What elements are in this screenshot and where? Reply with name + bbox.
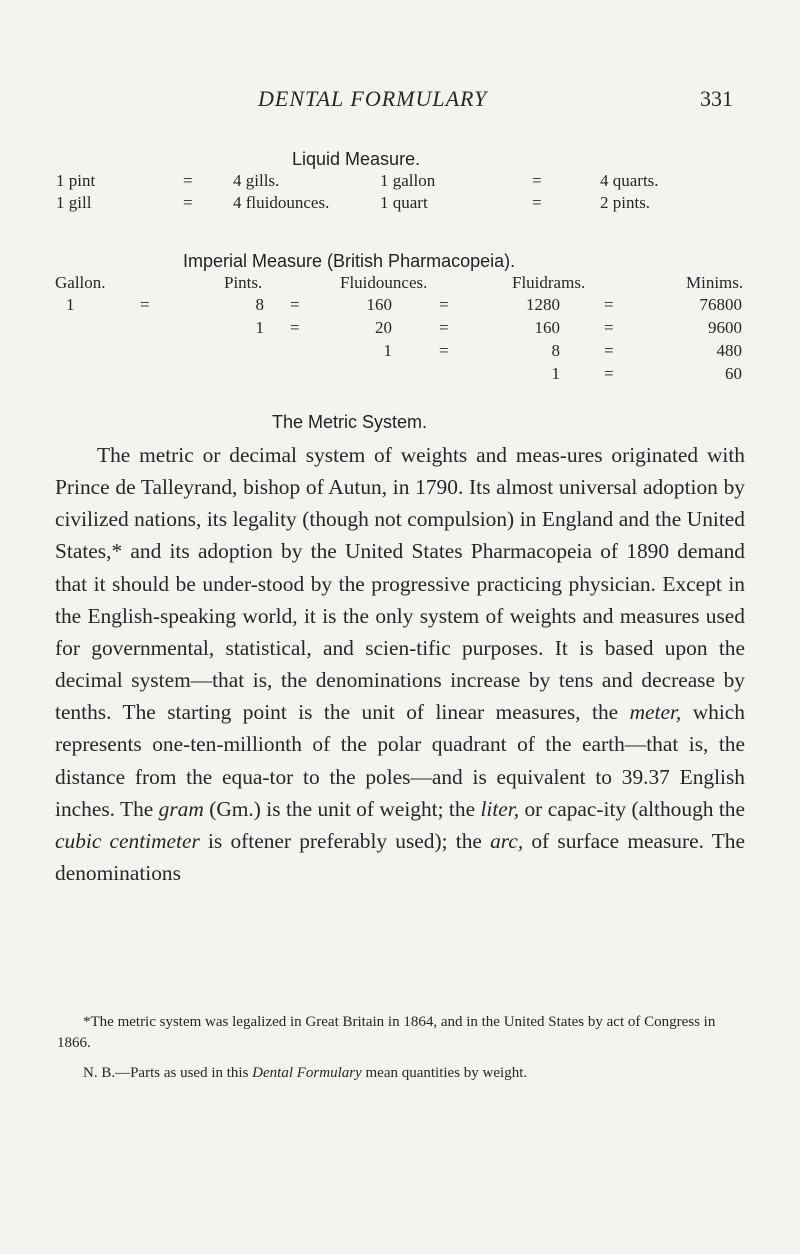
- table-cell: 480: [716, 341, 742, 360]
- table-cell: =: [604, 341, 614, 360]
- liquid-measure-heading: Liquid Measure.: [292, 149, 421, 169]
- table-cell: 1: [383, 341, 392, 360]
- table-cell: 1 pint: [56, 171, 96, 190]
- column-header-minims: Minims.: [686, 273, 744, 292]
- table-cell: 1 gill: [56, 193, 92, 212]
- footnote-metric-legalization: [57, 1012, 747, 1054]
- table-cell: 160: [366, 295, 392, 314]
- table-cell: 1280: [526, 295, 560, 314]
- column-header-fluidrams: Fluidrams.: [512, 273, 586, 292]
- table-cell: 9600: [708, 318, 742, 337]
- table-cell: =: [439, 341, 449, 360]
- table-cell: =: [604, 364, 614, 383]
- table-cell: =: [532, 193, 542, 212]
- table-cell: =: [604, 295, 614, 314]
- emphasis-liter: liter,: [480, 796, 520, 821]
- paragraph-text: (Gm.) is the unit of weight; the: [203, 796, 481, 821]
- column-header-fluidounces: Fluidounces.: [340, 273, 428, 292]
- column-header-pints: Pints.: [224, 273, 263, 292]
- table-cell: 1 gallon: [380, 171, 436, 190]
- running-title: DENTAL FORMULARY: [258, 86, 488, 111]
- table-cell: 160: [534, 318, 560, 337]
- emphasis-gram: gram: [158, 796, 204, 821]
- emphasis-meter: meter,: [629, 700, 682, 725]
- table-cell: 1: [255, 318, 264, 337]
- table-cell: =: [439, 318, 449, 337]
- emphasis-cubic-centimeter: cubic centimeter: [55, 828, 200, 853]
- emphasis-arc: arc,: [490, 828, 524, 853]
- table-cell: 4 fluidounces.: [233, 193, 330, 212]
- paragraph-text: is oftener preferably used); the: [199, 828, 491, 853]
- table-cell: 1: [551, 364, 560, 383]
- paragraph-text: which represents one-ten-millionth of the polar quadrant of the earth—that is, the distance from the equa-tor to the poles—and is equivalent to 39.37 English inches. The: [55, 700, 746, 821]
- table-cell: =: [604, 318, 614, 337]
- table-cell: 4 quarts.: [600, 171, 659, 190]
- table-cell: 76800: [699, 295, 742, 314]
- paragraph-text: of surface measure. The denominations: [55, 828, 745, 886]
- table-cell: =: [183, 171, 193, 190]
- table-cell: 8: [255, 295, 264, 314]
- metric-system-heading: The Metric System.: [272, 412, 428, 432]
- column-header-gallon: Gallon.: [55, 273, 106, 292]
- table-cell: 60: [725, 364, 742, 383]
- table-cell: 20: [375, 318, 392, 337]
- footnote-text: *The metric system was legalized in Great Britain in 1864, and in the United States by act of Congress in 1866.: [57, 1014, 716, 1051]
- table-cell: =: [439, 295, 449, 314]
- metric-system-paragraph: [55, 439, 745, 889]
- table-cell: 4 gills.: [233, 171, 280, 190]
- table-cell: 2 pints.: [600, 193, 651, 212]
- table-cell: 1: [66, 295, 75, 314]
- paragraph-text: The metric or decimal system of weights and meas-ures originated with Prince de Talleyrand, bishop of Autun, in 1790. Its almost universal adoption by civilized nations, its legality (though not compulsion) in England and the United States,* and its adoption by the United States Pharmacopeia of 1890 demand that it should be under-stood by the progressive practicing physician. Except in the English-speaking world, it is the only system of weights and measures used for governmental, statistical, and scien-tific purposes. It is based upon the decimal system—that is, the denominations increase by tens and decrease by tenths. The starting point is the unit of linear measures, the: [55, 443, 745, 725]
- imperial-measure-heading: Imperial Measure (British Pharmacopeia).: [183, 251, 516, 271]
- table-cell: =: [290, 318, 300, 337]
- footnote-text: N. B.—Parts as used in this: [83, 1065, 253, 1081]
- table-cell: =: [532, 171, 542, 190]
- table-cell: 8: [551, 341, 560, 360]
- page-header: [0, 86, 800, 116]
- footnote-text: mean quantities by weight.: [361, 1065, 528, 1081]
- table-cell: =: [290, 295, 300, 314]
- footnote-nota-bene: [57, 1063, 747, 1084]
- paragraph-text: or capac-ity (although the: [519, 796, 745, 821]
- table-cell: =: [183, 193, 193, 212]
- table-cell: 1 quart: [380, 193, 428, 212]
- emphasis-dental-formulary: Dental Formulary: [252, 1065, 362, 1081]
- table-cell: =: [140, 295, 150, 314]
- page-number: 331: [700, 86, 733, 111]
